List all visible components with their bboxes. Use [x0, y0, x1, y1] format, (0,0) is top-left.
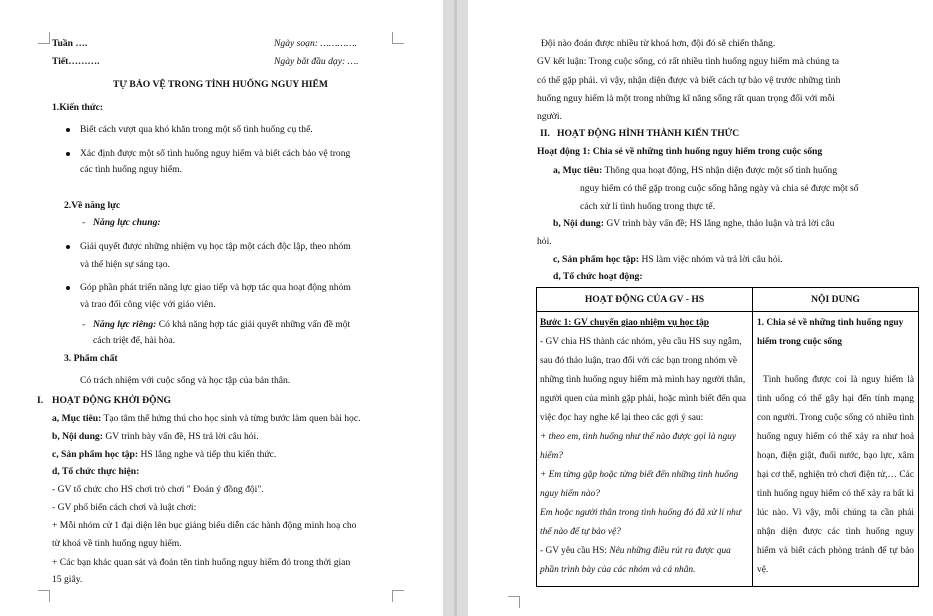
- teacher-conclusion-line2: có thể gặp phải. vì vậy, nhận diện được và biết cách tự bảo vệ trước những tình: [537, 75, 841, 86]
- warmup-content: b, Nội dung: GV trình bày vấn đề, HS trả lời câu hỏi.: [52, 431, 259, 442]
- bullet-icon: [66, 152, 70, 156]
- warmup-product: c, Sản phẩm học tập: HS lắng nghe và tiếp thu kiến thức.: [52, 449, 277, 460]
- activity-1-objective-line1: a, Mục tiêu: Thông qua hoạt động, HS nhận diện được một số tình huống: [553, 165, 838, 176]
- lesson-title: TỰ BẢO VỆ TRONG TÌNH HUỐNG NGUY HIỂM: [113, 79, 328, 90]
- warmup-step-2: - GV phổ biến cách chơi và luật chơi:: [52, 502, 197, 513]
- warmup-organization-label: d, Tổ chức thực hiện:: [52, 466, 140, 477]
- competence-item-1-line2: và thể hiện sự sáng tạo.: [80, 259, 170, 270]
- activity-1-objective-line2: nguy hiểm có thể gặp trong cuộc sống hằng ngày và chia sẻ được một số: [580, 183, 859, 194]
- knowledge-item-2-line2: các tình huống nguy hiểm.: [80, 164, 183, 175]
- step-1-heading: Bước 1: GV chuyển giao nhiệm vụ học tập: [540, 318, 709, 328]
- section-1-title: HOẠT ĐỘNG KHỞI ĐỘNG: [52, 395, 171, 406]
- knowledge-item-2-line1: Xác định được một số tình huống nguy hiểm và biết cách bảo vệ trong: [80, 148, 351, 159]
- table-header-activity: HOẠT ĐỘNG CỦA GV - HS: [537, 288, 753, 312]
- activity-1-objective-line3: cách xử lí tình huống trong thực tế.: [580, 201, 716, 212]
- page-separator: [454, 0, 457, 616]
- content-text: Tình huống được coi là nguy hiểm là tình uống có thể gây hại đến tính mạng con người. Trong cuộc sống có nhiều tình huống nguy hiểm có thể xảy ra như hoả hoạn, điện giật, đuối nước, bạo lực, xâm hại cơ thể, nghiện trò chơi điện tử,… Các tình huống nguy hiểm có thể xảy ra bất kì lúc nào. Vì vậy, mỗi chúng ta cần phải nhận diện được các tình huống nguy hiểm và biết cách phòng tránh để tự bảo vệ.: [757, 375, 914, 575]
- table-cell-content: [753, 312, 919, 587]
- margin-corner-mark: [508, 596, 520, 608]
- competence-item-2-line2: và trao đổi công việc với giáo viên.: [80, 299, 216, 310]
- activity-1-content-line2: hỏi.: [537, 236, 552, 247]
- dash-mark: -: [82, 217, 86, 228]
- competence-item-1-line1: Giải quyết được những nhiệm vụ học tập một cách độc lập, theo nhóm: [80, 241, 351, 252]
- competence-item-2-line1: Góp phần phát triển năng lực giao tiếp và hợp tác qua hoạt động nhóm: [80, 282, 351, 293]
- activity-table: [536, 287, 919, 587]
- step-1-instruction: - GV chia HS thành các nhóm, yêu cầu HS suy ngẫm, sau đó thảo luận, trao đổi với các bạn trong nhóm về những tình huống nguy hiểm mà mình hay người thân, người quen của mình gặp phải, hoặc mình biết đến qua việc đọc hay nghe kể lại theo các gợi ý sau:: [540, 337, 747, 423]
- dash-mark: -: [82, 319, 86, 330]
- section-2-title: HOẠT ĐỘNG HÌNH THÀNH KIẾN THỨC: [557, 128, 740, 139]
- teacher-conclusion-line1: GV kết luận: Trong cuộc sống, có rất nhiều tình huống nguy hiểm mà chúng ta: [537, 56, 839, 67]
- teacher-conclusion-line3: huống nguy hiểm là một trong những kĩ năng sống rất quan trọng đối với mỗi: [537, 93, 835, 104]
- specific-competence-line2: cách triệt để, hài hòa.: [93, 335, 176, 346]
- table-row: [537, 312, 919, 587]
- step-1-request: - GV yêu cầu HS: Nêu những điều rút ra được qua phần trình bày của các nhóm và cá nhân.: [540, 546, 731, 575]
- general-competence-label: Năng lực chung:: [93, 217, 161, 228]
- table-cell-activity: [537, 312, 753, 587]
- warmup-step-1: - GV tổ chức cho HS chơi trò chơi " Đoán ý đồng đội".: [52, 484, 264, 495]
- prepare-date-label: Ngày soạn: ………….: [274, 38, 357, 49]
- quality-text: Có trách nhiệm với cuộc sống và học tập của bản thân.: [80, 375, 291, 386]
- margin-corner-mark: [38, 32, 50, 44]
- warmup-objective: a, Mục tiêu: Tạo tâm thế hứng thú cho học sinh và từng bước làm quen bài học.: [52, 413, 361, 424]
- bullet-icon: [66, 286, 70, 290]
- period-label: Tiết……….: [52, 56, 100, 67]
- quality-heading: 3. Phẩm chất: [64, 353, 118, 364]
- competence-heading: 2.Về năng lực: [64, 200, 121, 211]
- content-heading: 1. Chia sẻ về những tình huống nguy hiểm trong cuộc sống: [757, 318, 904, 347]
- knowledge-heading: 1.Kiến thức:: [52, 102, 104, 113]
- margin-corner-mark: [38, 590, 50, 602]
- week-label: Tuần ….: [52, 38, 88, 49]
- section-1-number: I.: [37, 395, 44, 406]
- specific-competence: Năng lực riêng: Có khả năng hợp tác giải quyết những vấn đề một: [93, 319, 351, 330]
- warmup-step-3-line1: + Mỗi nhóm cử 1 đại diện lên bục giảng biểu diễn các hành động minh hoạ cho: [52, 520, 357, 531]
- warmup-step-4-line2: 15 giây.: [52, 574, 83, 585]
- warmup-step-3-line2: từ khoá về tình huống nguy hiểm.: [52, 538, 182, 549]
- guide-question-3: Em hoặc người thân trong tình huống đó đã xử lí như thế nào để tự bảo vệ?: [540, 508, 741, 537]
- warmup-step-4-line1: + Các bạn khác quan sát và đoán tên tình huống nguy hiểm đó trong thời gian: [52, 557, 351, 568]
- activity-1-organization-label: d, Tổ chức hoạt động:: [553, 271, 643, 282]
- activity-1-title: Hoạt động 1: Chia sẻ về những tình huống nguy hiểm trong cuộc sống: [537, 146, 823, 157]
- margin-corner-mark: [392, 590, 404, 602]
- guide-question-1: + theo em, tình huống như thế nào được gọi là nguy hiểm?: [540, 432, 737, 461]
- teacher-conclusion-line4: người.: [537, 111, 562, 122]
- page-left: [0, 0, 443, 616]
- activity-1-content-line1: b, Nội dung: GV trình bày vấn đề; HS lắng nghe, thảo luận và trả lời câu: [553, 218, 835, 229]
- activity-1-product: c, Sản phẩm học tập: HS làm việc nhóm và trả lời câu hỏi.: [553, 254, 783, 265]
- start-date-label: Ngày bắt đầu dạy: ….: [274, 56, 359, 67]
- table-header-row: [537, 288, 919, 312]
- bullet-icon: [66, 128, 70, 132]
- margin-corner-mark: [392, 32, 404, 44]
- knowledge-item-1: Biết cách vượt qua khó khăn trong một số tình huống cụ thể.: [80, 124, 313, 135]
- table-header-content: NỘI DUNG: [753, 288, 919, 312]
- guide-question-2: + Em từng gặp hoặc từng biết đến những tình huống nguy hiểm nào?: [540, 470, 739, 499]
- game-winner-rule: Đội nào đoán được nhiều từ khoá hơn, đội đó sẽ chiến thắng.: [541, 38, 776, 49]
- bullet-icon: [66, 245, 70, 249]
- section-2-number: II.: [540, 128, 550, 139]
